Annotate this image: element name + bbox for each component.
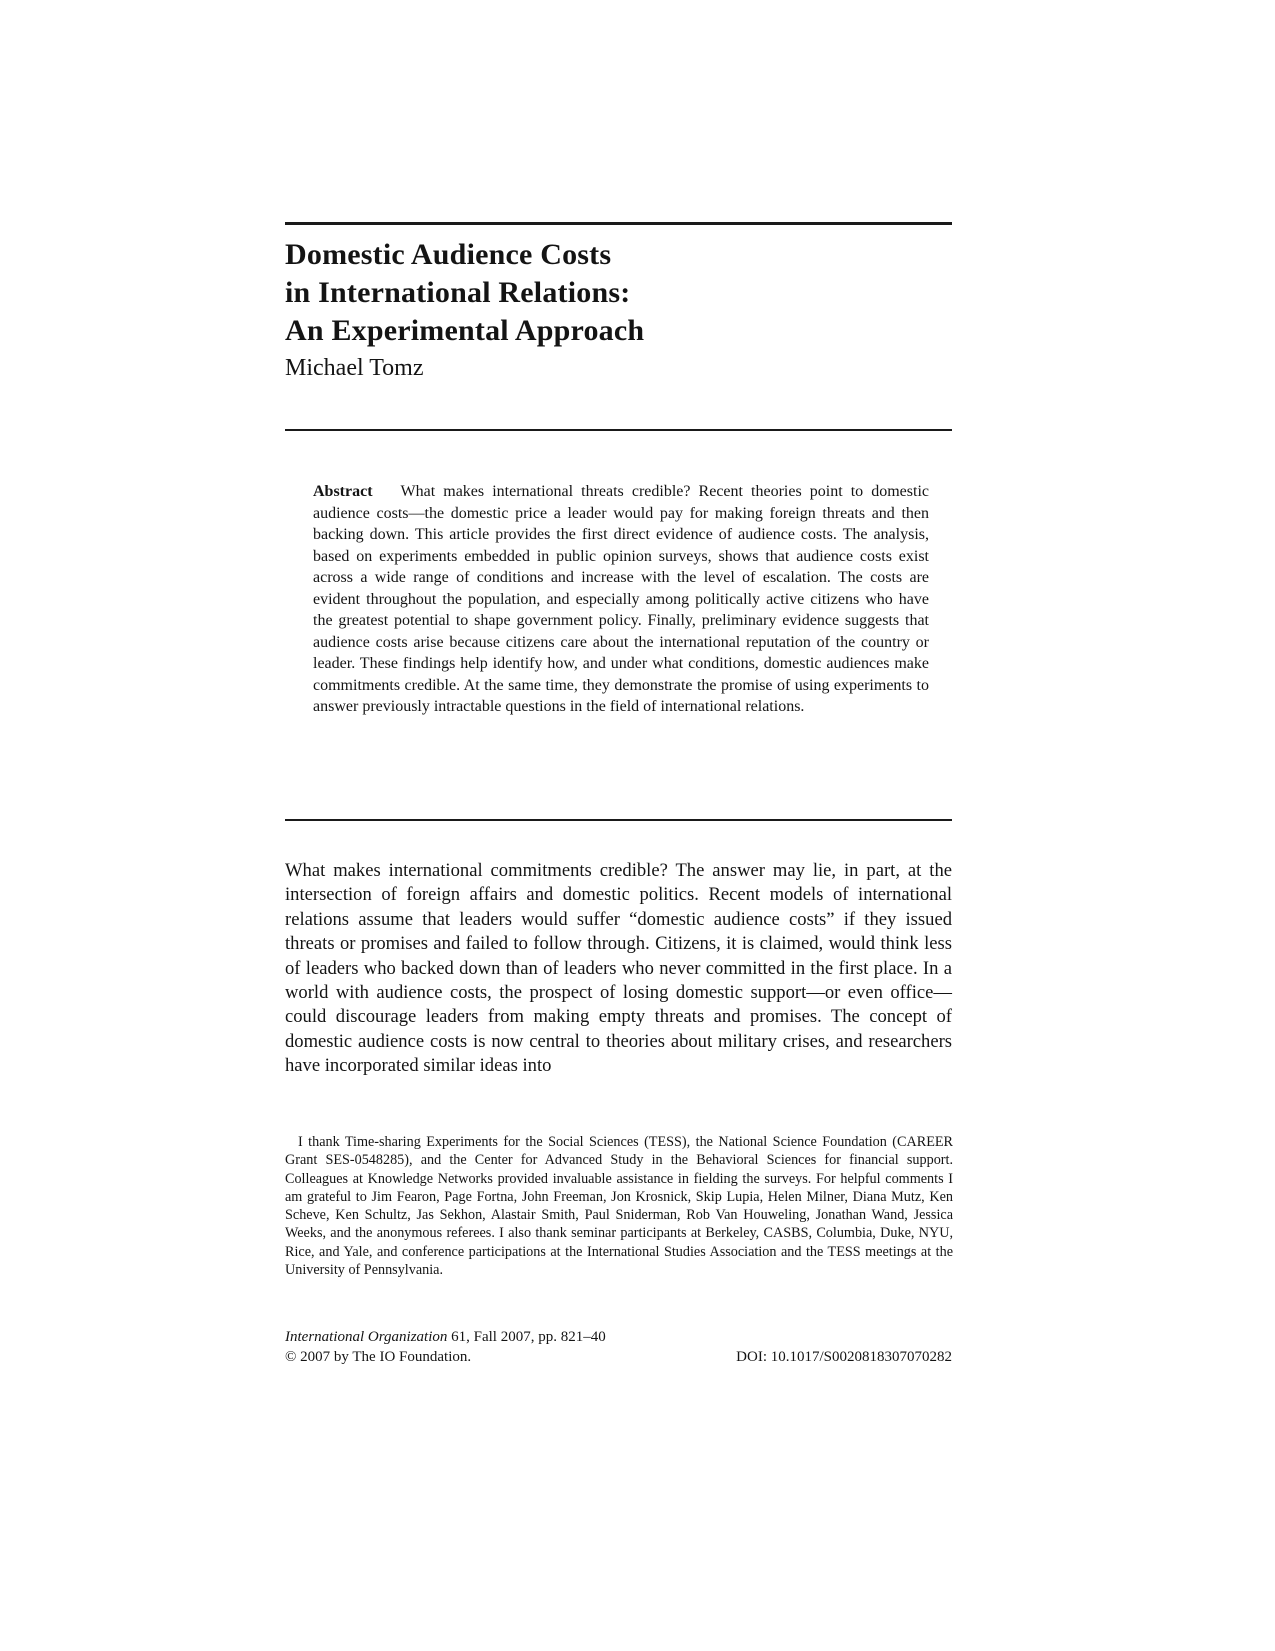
doi-text: DOI: 10.1017/S0020818307070282 — [736, 1348, 952, 1365]
abstract-block — [313, 481, 929, 718]
copyright-notice: © 2007 by The IO Foundation. — [285, 1348, 472, 1365]
abstract-rule-bottom — [285, 819, 952, 821]
title-rule-top — [285, 222, 952, 225]
journal-citation-line — [285, 1328, 952, 1348]
paper-title: Domestic Audience Costs in International Relations: An Experimental Approach — [285, 238, 645, 347]
journal-footer — [285, 1328, 952, 1367]
acknowledgments-footnote: I thank Time-sharing Experiments for the Social Sciences (TESS), the National Science Foundation (CAREER Grant SES-0548285), and the Center for Advanced Study in the Behavioral Sciences for financial support. Colleagues at Knowledge Networks provided invaluable assistance in fielding the surveys. For helpful comments I am grateful to Jim Fearon, Page Fortna, John Freeman, Jon Krosnick, Skip Lupia, Helen Milner, Diana Mutz, Ken Scheve, Ken Schultz, Jas Sekhon, Alastair Smith, Paul Sniderman, Rob Van Houweling, Jonathan Wand, Jessica Weeks, and the anonymous referees. I also thank seminar participants at Berkeley, CASBS, Columbia, Duke, NYU, Rice, and Yale, and conference participations at the International Studies Association and the TESS meetings at the University of Pennsylvania. — [285, 1134, 953, 1279]
copyright-doi-line — [285, 1348, 952, 1368]
journal-issue-info: 61, Fall 2007, pp. 821–40 — [447, 1329, 606, 1345]
abstract-label: Abstract — [313, 483, 373, 500]
abstract-text: What makes international threats credible? Recent theories point to domestic audience costs—the domestic price a leader would pay for making foreign threats and then backing down. This article provides the first direct evidence of audience costs. The analysis, based on experiments embedded in public opinion surveys, shows that audience costs exist across a wide range of conditions and increase with the level of escalation. The costs are evident throughout the population, and especially among politically active citizens who have the greatest potential to shape government policy. Finally, preliminary evidence suggests that audience costs arise because citizens care about the international reputation of the country or leader. These findings help identify how, and under what conditions, domestic audiences make commitments credible. At the same time, they demonstrate the promise of using experiments to answer previously intractable questions in the field of international relations. — [313, 483, 929, 715]
journal-name: International Organization — [285, 1329, 448, 1345]
body-paragraph: What makes international commitments credible? The answer may lie, in part, at the intersection of foreign affairs and domestic politics. Recent models of international relations assume that leaders would suffer “domestic audience costs” if they issued threats or promises and failed to follow through. Citizens, it is claimed, would think less of leaders who backed down than of leaders who never committed in the first place. In a world with audience costs, the prospect of losing domestic support—or even office—could discourage leaders from making empty threats and promises. The concept of domestic audience costs is now central to theories about military crises, and researchers have incorporated similar ideas into — [285, 860, 952, 1077]
title-rule-bottom — [285, 429, 952, 431]
author-name: Michael Tomz — [285, 355, 424, 381]
